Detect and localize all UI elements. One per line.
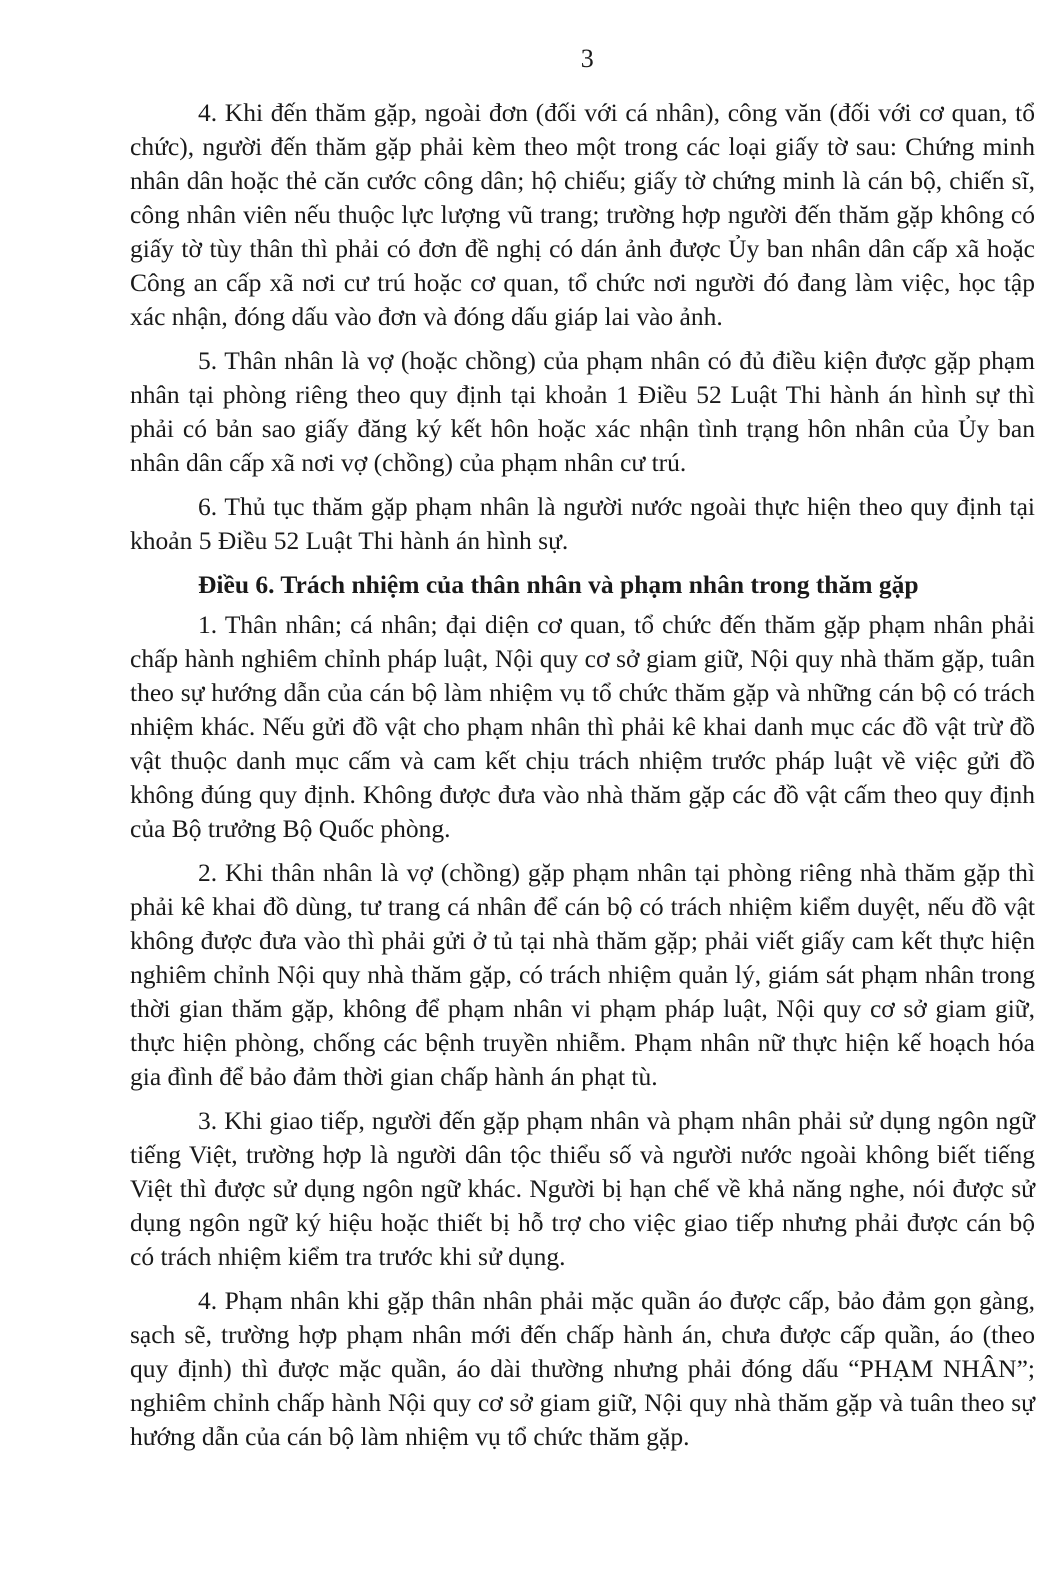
paragraph-clause-5: 5. Thân nhân là vợ (hoặc chồng) của phạm nhân có đủ điều kiện được gặp phạm nhân tại phòng riêng theo quy định tại khoản 1 Điều 52 Luật Thi hành án hình sự thì phải có bản sao giấy đăng ký kết hôn hoặc xác nhận tình trạng hôn nhân của Ủy ban nhân dân cấp xã nơi vợ (chồng) của phạm nhân cư trú. <box>130 346 1035 477</box>
paragraph-clause-6: 6. Thủ tục thăm gặp phạm nhân là người nước ngoài thực hiện theo quy định tại khoản 5 Điều 52 Luật Thi hành án hình sự. <box>130 492 1035 555</box>
article-6-heading: Điều 6. Trách nhiệm của thân nhân và phạm nhân trong thăm gặp <box>198 570 919 599</box>
paragraph-clause-4: 4. Khi đến thăm gặp, ngoài đơn (đối với cá nhân), công văn (đối với cơ quan, tổ chức), người đến thăm gặp phải kèm theo một trong các loại giấy tờ sau: Chứng minh nhân dân hoặc thẻ căn cước công dân; hộ chiếu; giấy tờ chứng minh là cán bộ, chiến sĩ, công nhân viên nếu thuộc lực lượng vũ trang; trường hợp người đến thăm gặp không có giấy tờ tùy thân thì phải có đơn đề nghị có dán ảnh được Ủy ban nhân dân cấp xã hoặc Công an cấp xã nơi cư trú hoặc cơ quan, tổ chức nơi người đó đang làm việc, học tập xác nhận, đóng dấu vào đơn và đóng dấu giáp lai vào ảnh. <box>130 98 1035 331</box>
paragraph-article6-clause-2: 2. Khi thân nhân là vợ (chồng) gặp phạm nhân tại phòng riêng nhà thăm gặp thì phải kê khai đồ dùng, tư trang cá nhân để cán bộ có trách nhiệm kiểm duyệt, nếu đồ vật không được đưa vào thì phải gửi ở tủ tại nhà thăm gặp; phải viết giấy cam kết thực hiện nghiêm chỉnh Nội quy nhà thăm gặp, có trách nhiệm quản lý, giám sát phạm nhân trong thời gian thăm gặp, không để phạm nhân vi phạm pháp luật, Nội quy cơ sở giam giữ, thực hiện phòng, chống các bệnh truyền nhiễm. Phạm nhân nữ thực hiện kế hoạch hóa gia đình để bảo đảm thời gian chấp hành án phạt tù. <box>130 858 1035 1091</box>
paragraph-article6-clause-1: 1. Thân nhân; cá nhân; đại diện cơ quan, tổ chức đến thăm gặp phạm nhân phải chấp hành nghiêm chỉnh pháp luật, Nội quy cơ sở giam giữ, Nội quy nhà thăm gặp, tuân theo sự hướng dẫn của cán bộ làm nhiệm vụ tổ chức thăm gặp và những cán bộ có trách nhiệm khác. Nếu gửi đồ vật cho phạm nhân thì phải kê khai danh mục các đồ vật trừ đồ vật thuộc danh mục cấm và cam kết chịu trách nhiệm trước pháp luật về việc gửi đồ không đúng quy định. Không được đưa vào nhà thăm gặp các đồ vật cấm theo quy định của Bộ trưởng Bộ Quốc phòng. <box>130 610 1035 843</box>
paragraph-article6-clause-3: 3. Khi giao tiếp, người đến gặp phạm nhân và phạm nhân phải sử dụng ngôn ngữ tiếng Việt, trường hợp là người dân tộc thiểu số và người nước ngoài không biết tiếng Việt thì được sử dụng ngôn ngữ khác. Người bị hạn chế về khả năng nghe, nói được sử dụng ngôn ngữ ký hiệu hoặc thiết bị hỗ trợ cho việc giao tiếp nhưng phải được cán bộ có trách nhiệm kiểm tra trước khi sử dụng. <box>130 1106 1035 1271</box>
paragraph-article6-clause-4: 4. Phạm nhân khi gặp thân nhân phải mặc quần áo được cấp, bảo đảm gọn gàng, sạch sẽ, trường hợp phạm nhân mới đến chấp hành án, chưa được cấp quần, áo (theo quy định) thì được mặc quần, áo dài thường nhưng phải đóng dấu “PHẠM NHÂN”; nghiêm chỉnh chấp hành Nội quy cơ sở giam giữ, Nội quy nhà thăm gặp và tuân theo sự hướng dẫn của cán bộ làm nhiệm vụ tổ chức thăm gặp. <box>130 1286 1035 1451</box>
document-body <box>130 96 1035 1464</box>
page-number: 3 <box>580 44 595 73</box>
